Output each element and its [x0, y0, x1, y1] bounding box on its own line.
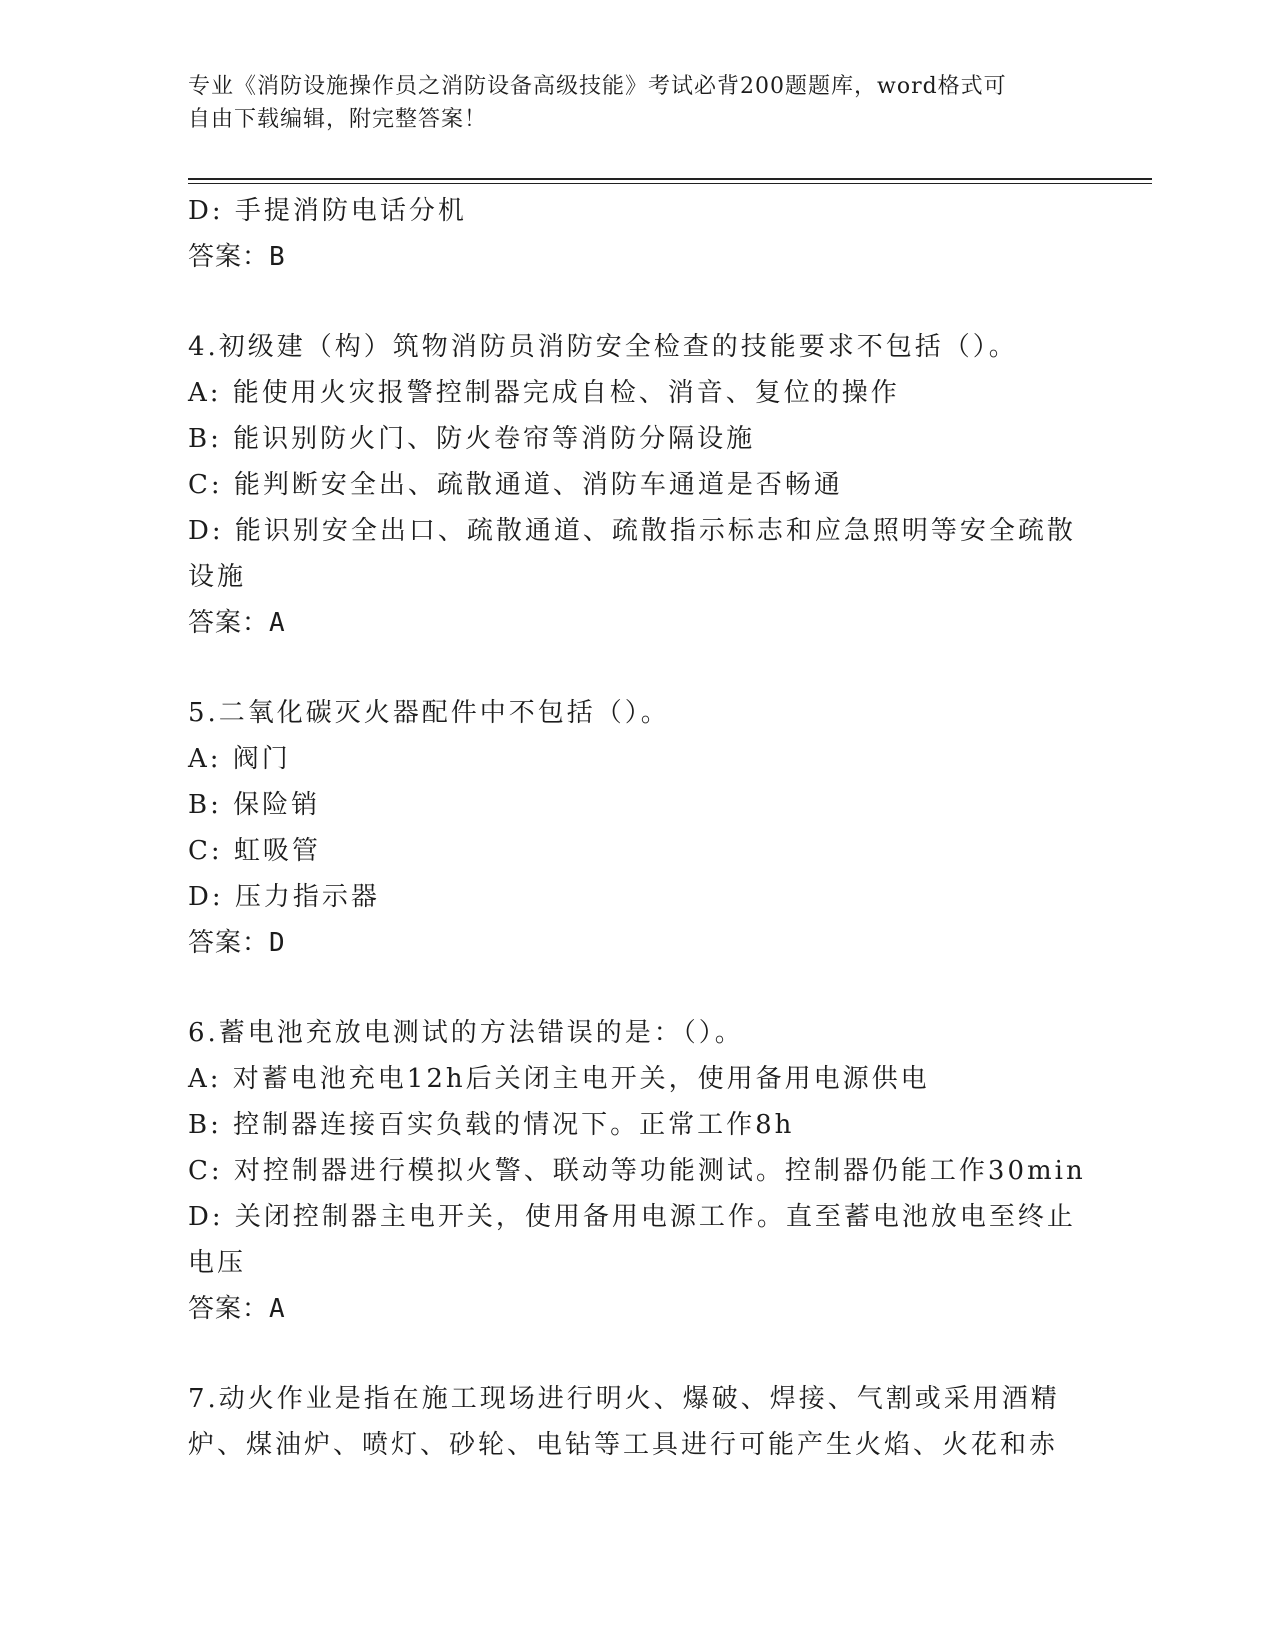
option-d: D: 关闭控制器主电开关，使用备用电源工作。直至蓄电池放电至终止 — [188, 1202, 1076, 1232]
question-stem: 7.动火作业是指在施工现场进行明火、爆破、焊接、气割或采用酒精 — [188, 1384, 1060, 1414]
header-rule-thin — [188, 183, 1152, 184]
option-c: C: 对控制器进行模拟火警、联动等功能测试。控制器仍能工作30min — [188, 1156, 1086, 1186]
question-3-tail — [188, 188, 1088, 280]
option-d-continued: 电压 — [188, 1248, 247, 1278]
question-stem: 5.二氧化碳灭火器配件中不包括（）。 — [188, 698, 670, 728]
answer-value: A — [269, 1294, 285, 1324]
option-b: B: 保险销 — [188, 790, 321, 820]
answer-label: 答案： — [188, 242, 270, 272]
answer-label: 答案： — [188, 608, 270, 638]
spacer — [188, 966, 1088, 1010]
question-stem-continued: 炉、煤油炉、喷灯、砂轮、电钻等工具进行可能产生火焰、火花和赤 — [188, 1430, 1059, 1460]
spacer — [188, 1332, 1088, 1376]
question-4 — [188, 324, 1088, 646]
question-6 — [188, 1010, 1088, 1332]
answer-line — [188, 234, 1088, 280]
option-d: D: 能识别安全出口、疏散通道、疏散指示标志和应急照明等安全疏散 — [188, 516, 1076, 546]
question-stem: 4.初级建（构）筑物消防员消防安全检查的技能要求不包括（）。 — [188, 332, 1018, 362]
answer-label: 答案： — [188, 1294, 270, 1324]
answer-value: B — [269, 242, 285, 272]
option-b: B: 控制器连接百实负载的情况下。正常工作8h — [188, 1110, 795, 1140]
document-body — [188, 188, 1088, 1468]
option-a: A: 阀门 — [188, 744, 291, 774]
header-rule-thick — [188, 178, 1152, 180]
answer-line — [188, 1286, 1088, 1332]
option-a: A: 能使用火灾报警控制器完成自检、消音、复位的操作 — [188, 378, 900, 408]
header-line-2: 自由下载编辑，附完整答案！ — [188, 107, 488, 132]
answer-line — [188, 600, 1088, 646]
answer-label: 答案： — [188, 928, 270, 958]
header-line-1: 专业《消防设施操作员之消防设备高级技能》考试必背200题题库，word格式可 — [188, 74, 1007, 99]
spacer — [188, 280, 1088, 324]
option-d: D: 手提消防电话分机 — [188, 196, 467, 226]
answer-value: D — [269, 928, 285, 958]
question-5 — [188, 690, 1088, 966]
answer-value: A — [269, 608, 285, 638]
question-stem: 6.蓄电池充放电测试的方法错误的是：（）。 — [188, 1018, 744, 1048]
answer-line — [188, 920, 1088, 966]
question-7 — [188, 1376, 1088, 1468]
option-b: B: 能识别防火门、防火卷帘等消防分隔设施 — [188, 424, 756, 454]
option-c: C: 虹吸管 — [188, 836, 321, 866]
option-d: D: 压力指示器 — [188, 882, 380, 912]
spacer — [188, 646, 1088, 690]
option-c: C: 能判断安全出、疏散通道、消防车通道是否畅通 — [188, 470, 843, 500]
page-header — [188, 70, 1068, 136]
option-a: A: 对蓄电池充电12h后关闭主电开关，使用备用电源供电 — [188, 1064, 930, 1094]
option-d-continued: 设施 — [188, 562, 247, 592]
